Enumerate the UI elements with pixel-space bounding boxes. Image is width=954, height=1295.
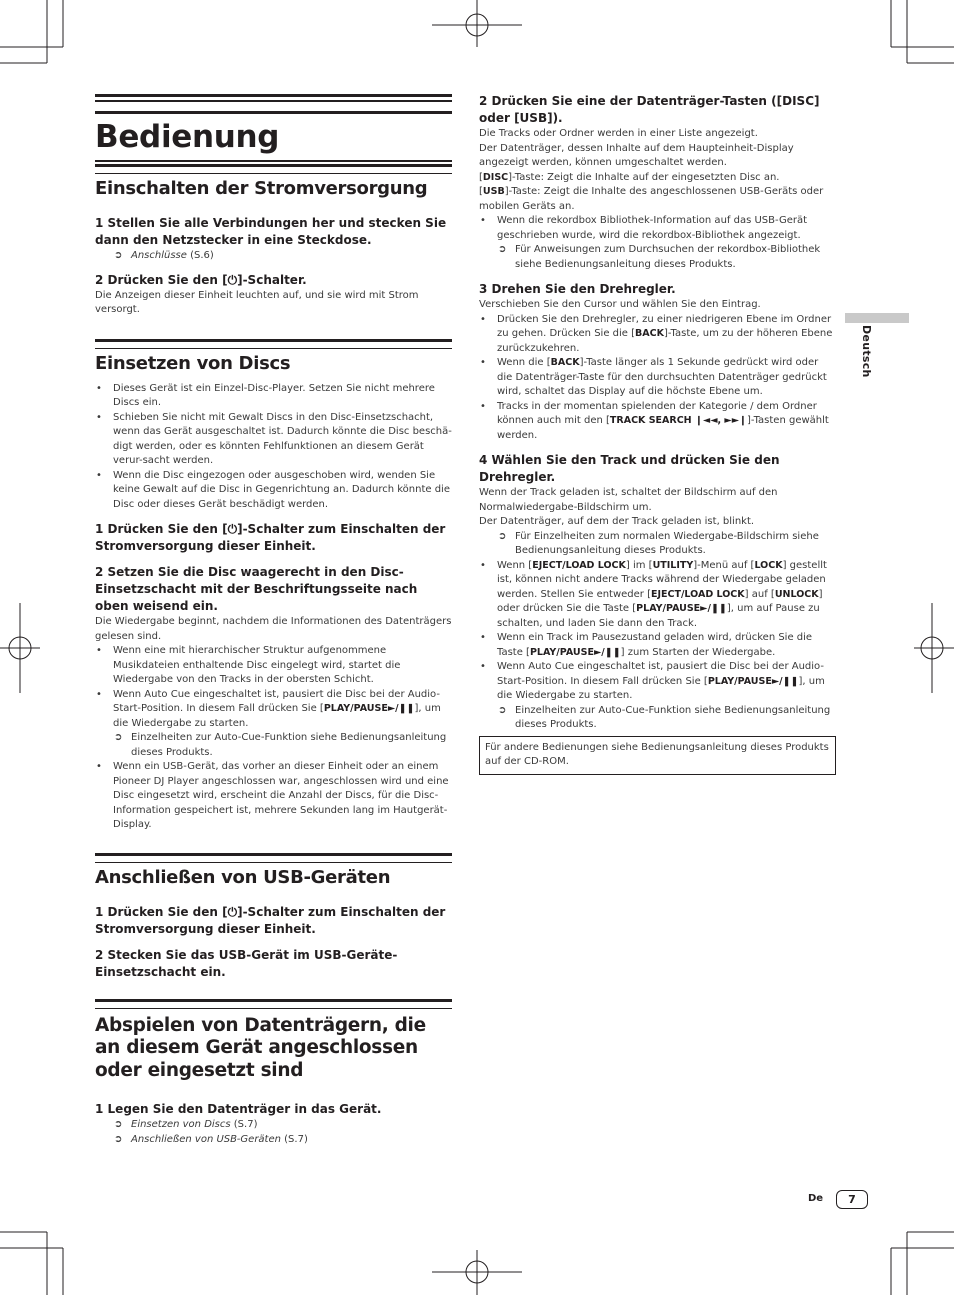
body-text: Verschieben Sie den Cursor und wählen Sie den Eintrag. [479,299,761,310]
step-heading: 1 Stellen Sie alle Verbindungen her und stecken Sie dann den Netzstecker in eine Steckdose. [95,216,447,247]
ref-arrow-icon: ➲ [114,732,123,743]
cross-reference[interactable]: ➲ Einsetzen von Discs (S.7) [95,1118,452,1133]
body-text: [USB]-Taste: Zeigt die Inhalte des angeschlossenen USB-Geräts oder mobilen Geräts an. [479,186,824,212]
cross-reference: ➲ Einzelheiten zur Auto-Cue-Funktion siehe Bedienungsanleitung dieses Produkts. [498,704,831,730]
step-heading: 4 Wählen Sie den Track und drücken Sie den Drehregler. [479,453,780,484]
bullet-item: • Wenn ein USB-Gerät, das vorher an dieser Einheit oder an einem Pioneer DJ Player angeschlossen war, angeschlossen wird und eine Disc eingesetzt wird, erscheint die Anzahl der Discs, für die Disc-Information gespeichert ist, mehrere Sekunden lang im Hautgerät-Display. [95,760,452,833]
step-heading: 1 Drücken Sie den [⏻]-Schalter zum Einschalten der Stromversorgung dieser Einheit. [95,522,446,553]
bullet-item: • Tracks in der momentan spielenden der Kategorie / dem Ordner können auch mit den [TRACK SEARCH ❙◄◄, ►►❙]-Tasten gewählt werden. [479,400,836,444]
body-text: Die Anzeigen dieser Einheit leuchten auf, und sie wird mit Strom versorgt. [95,289,419,315]
ref-arrow-icon: ➲ [114,1133,123,1145]
language-side-tab [845,313,909,323]
title-rule [95,94,452,114]
title-underline [95,160,452,162]
cross-reference[interactable]: ➲ Anschließen von USB-Geräten (S.7) [95,1133,452,1148]
bullet-item: • Wenn ein Track im Pausezustand geladen wird, drücken Sie die Taste [PLAY/PAUSE►/❚❚] zum Starten der Wiedergabe. [479,631,836,660]
step-heading: 2 Drücken Sie eine der Datenträger-Tasten ([DISC] oder [USB]). [479,94,820,125]
step-heading: 1 Legen Sie den Datenträger in das Gerät. [95,1102,382,1116]
ref-arrow-icon: ➲ [114,1119,123,1130]
left-column [95,94,452,1147]
body-text: Die Tracks oder Ordner werden in einer Liste angezeigt. [479,128,758,139]
section-rule [95,853,452,863]
right-column [479,93,836,775]
ref-arrow-icon: ➲ [114,250,123,261]
section-rule [95,339,452,349]
body-text: Der Datenträger, dessen Inhalte auf dem Haupteinheit-Display angezeigt werden, können umgeschaltet werden. [479,142,794,168]
power-icon: ⏻ [227,904,238,919]
step-heading: 2 Drücken Sie den [⏻]-Schalter. [95,272,307,287]
section-heading-usb: Anschließen von USB-Geräten [95,866,391,888]
page-number: 7 [836,1190,868,1209]
cross-reference[interactable]: ➲ Anschlüsse (S.6) [95,249,452,264]
body-text: Wenn der Track geladen ist, schaltet der Bildschirm auf den Normalwiedergabe-Bildschirm um. [479,487,778,513]
cross-reference: ➲ Einzelheiten zur Auto-Cue-Funktion siehe Bedienungsanleitung dieses Produkts. [114,732,447,758]
bullet-item: • Dieses Gerät ist ein Einzel-Disc-Player. Setzen Sie nicht mehrere Discs ein. [95,382,452,411]
note-box: Für andere Bedienungen siehe Bedienungsanleitung dieses Produkts auf der CD-ROM. [479,736,836,775]
bullet-item: • Wenn die [BACK]-Taste länger als 1 Sekunde gedrückt wird oder die Datenträger-Taste für den durchsuchten Datenträger gedrückt wird, schaltet das Display auf die höchste Ebene um. [479,356,836,400]
cross-reference: ➲ Für Anweisungen zum Durchsuchen der rekordbox-Bibliothek siehe Bedienungsanleitung dieses Produkts. [498,244,821,270]
language-side-label: Deutsch [860,325,873,378]
section-heading-playback: Abspielen von Datenträgern, die an diesem Gerät angeschlossen oder eingesetzt sind [95,1014,426,1081]
body-text: [DISC]-Taste: Zeigt die Inhalte auf der eingesetzten Disc an. [479,171,780,183]
bullet-item: • Schieben Sie nicht mit Gewalt Discs in den Disc-Einsetzschacht, wenn das Gerät ausgeschaltet ist. Dadurch könnte die Disc beschä-digt werden, oder es könnten Fehlfunktionen an diesem Gerät verur-sacht werden. [95,411,452,469]
bullet-item: • Wenn [EJECT/LOAD LOCK] im [UTILITY]-Menü auf [LOCK] gestellt ist, können nicht andere Tracks während der Wiedergabe geladen werden. Stellen Sie entweder [EJECT/LOAD LOCK] auf [UNLOCK] oder drücken Sie die Taste [PLAY/PAUSE►/❚❚], um auf Pause zu schalten, und laden Sie dann den Track. [479,559,836,632]
step-heading: 3 Drehen Sie den Drehregler. [479,282,676,296]
step-heading: 2 Stecken Sie das USB-Gerät im USB-Geräte-Einsetzschacht ein. [95,947,398,979]
ref-arrow-icon: ➲ [498,244,507,255]
power-icon: ⏻ [227,522,238,536]
ref-arrow-icon: ➲ [498,530,507,542]
power-icon: ⏻ [227,272,238,287]
body-text: Der Datenträger, auf dem der Track geladen ist, blinkt. [479,516,755,527]
body-text: Die Wiedergabe beginnt, nachdem die Informationen des Datenträgers gelesen sind. [95,616,452,642]
bullet-item: • Wenn Auto Cue eingeschaltet ist, pausiert die Disc bei der Audio-Start-Position. In diesem Fall drücken Sie [PLAY/PAUSE►/❚❚], um die Wiedergabe zu starten. [95,688,452,732]
cross-reference: ➲ Für Einzelheiten zum normalen Wiedergabe-Bildschirm siehe Bedienungsanleitung dieses Produkts. [498,530,819,556]
bullet-item: • Drücken Sie den Drehregler, zu einer niedrigeren Ebene im Ordner zu gehen. Drücken Sie die [BACK]-Taste, um zu der höheren Ebene zurückzukehren. [479,313,836,357]
bullet-item: • Wenn die rekordbox Bibliothek-Information auf das USB-Gerät geschrieben wurde, wird die rekordbox-Bibliothek angezeigt. [479,214,836,243]
footer-language: De [808,1193,824,1204]
ref-arrow-icon: ➲ [498,704,507,716]
step-heading: 2 Setzen Sie die Disc waagerecht in den Disc-Einsetzschacht mit der Beschriftungsseite nach oben weisend ein. [95,565,418,613]
bullet-item: • Wenn die Disc eingezogen oder ausgeschoben wird, wenden Sie keine Gewalt auf die Disc in Gegenrichtung an. Dadurch könnte die Disc oder dieses Gerät beschädigt werden. [95,469,452,513]
section-rule [95,999,452,1009]
bullet-item: • Wenn eine mit hierarchischer Struktur aufgenommene Musikdateien enthaltende Disc eingelegt wird, startet die Wiedergabe von den Tracks in der obersten Schicht. [95,644,452,688]
section-heading-power: Einschalten der Stromversorgung [95,178,428,199]
section-heading-discs: Einsetzen von Discs [95,352,291,374]
page-title: Bedienung [95,119,280,155]
bullet-item: • Wenn Auto Cue eingeschaltet ist, pausiert die Disc bei der Audio-Start-Position. In diesem Fall drücken Sie [PLAY/PAUSE►/❚❚], um die Wiedergabe zu starten. [479,660,836,704]
section-rule [95,164,452,174]
step-heading: 1 Drücken Sie den [⏻]-Schalter zum Einschalten der Stromversorgung dieser Einheit. [95,904,446,936]
